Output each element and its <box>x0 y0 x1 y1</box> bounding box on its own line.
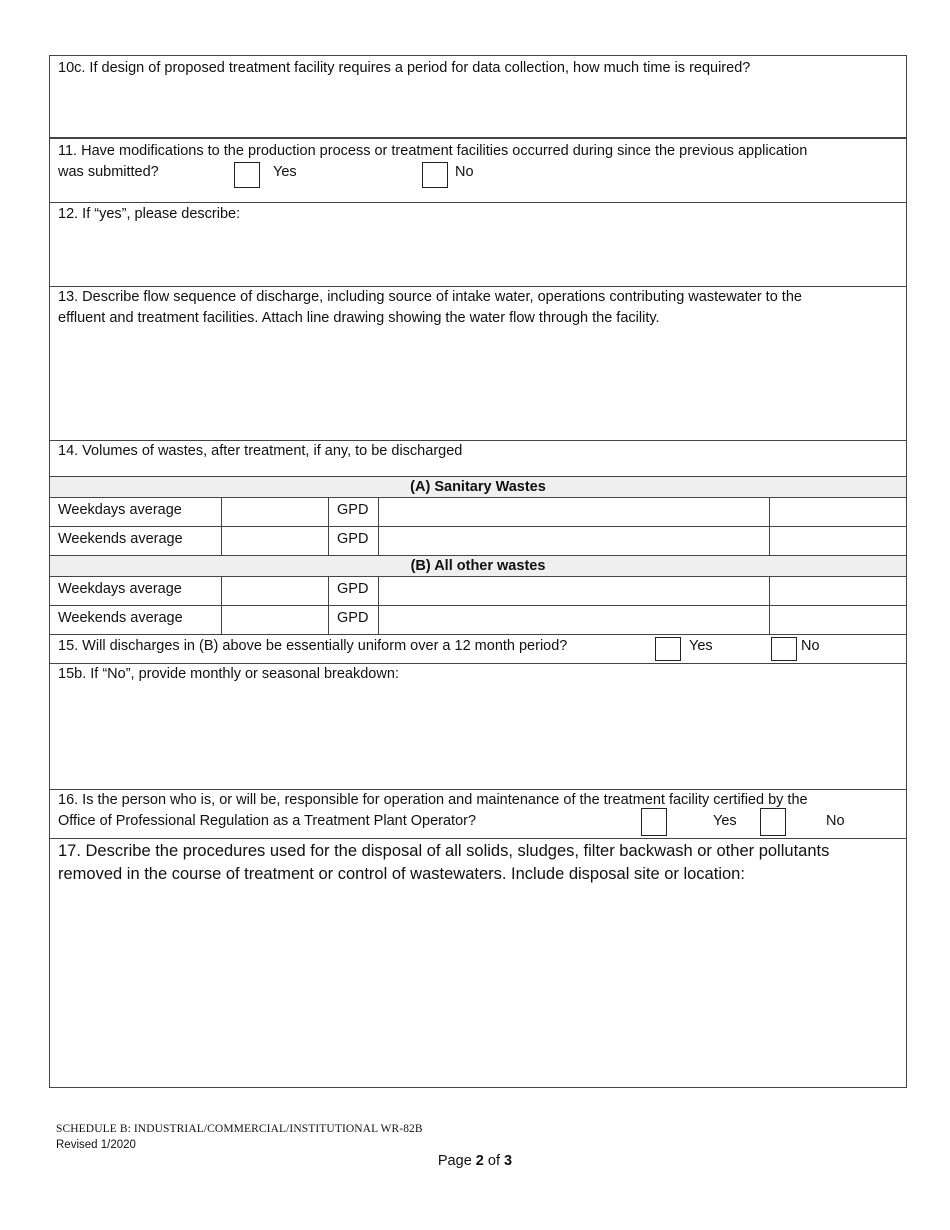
page-prefix: Page <box>437 1153 472 1169</box>
other-weekdays-notes-field[interactable] <box>379 577 768 605</box>
sanitary-wastes-title: (A) Sanitary Wastes <box>410 479 546 495</box>
other-weekdays-label: Weekdays average <box>58 581 182 597</box>
page-current: 2 <box>475 1153 484 1169</box>
q12-row[interactable] <box>50 203 906 287</box>
divider <box>769 606 770 634</box>
sanitary-weekdays-label: Weekdays average <box>58 502 182 518</box>
q17-row[interactable] <box>50 839 906 1089</box>
sanitary-weekdays-unit: GPD <box>337 502 369 518</box>
other-weekdays-unit: GPD <box>337 581 369 597</box>
q11-no-label: No <box>455 164 474 180</box>
q16-yes-label: Yes <box>713 813 737 829</box>
q15-no-checkbox[interactable] <box>771 637 797 661</box>
sanitary-weekends-value-field[interactable] <box>222 527 328 555</box>
q15-no-label: No <box>801 638 820 654</box>
divider <box>328 498 329 526</box>
other-weekends-unit: GPD <box>337 610 369 626</box>
q11-yes-label: Yes <box>273 164 297 180</box>
q10c-label: 10c. If design of proposed treatment facility requires a period for data collection, how much time is required? <box>58 60 751 76</box>
sanitary-weekends-label: Weekends average <box>58 531 183 547</box>
other-weekdays-row <box>50 577 906 606</box>
q16-no-checkbox[interactable] <box>760 808 786 836</box>
application-form <box>49 55 907 1088</box>
page-total: 3 <box>504 1153 513 1169</box>
q16-no-label: No <box>826 813 845 829</box>
other-wastes-header <box>50 556 906 577</box>
q14-label: 14. Volumes of wastes, after treatment, if any, to be discharged <box>58 443 463 459</box>
q17-label-line2: removed in the course of treatment or control of wastewaters. Include disposal site or location: <box>58 865 745 883</box>
q11-no-checkbox[interactable] <box>422 162 448 188</box>
other-weekends-notes-field[interactable] <box>379 606 768 634</box>
q13-row[interactable] <box>50 287 906 441</box>
divider <box>328 606 329 634</box>
q16-label-line2: Office of Professional Regulation as a Treatment Plant Operator? <box>58 813 477 829</box>
q16-yes-checkbox[interactable] <box>641 808 667 836</box>
q15b-row[interactable] <box>50 664 906 790</box>
other-weekends-label: Weekends average <box>58 610 183 626</box>
q15b-label: 15b. If “No”, provide monthly or seasonal breakdown: <box>58 666 399 682</box>
sanitary-weekends-unit: GPD <box>337 531 369 547</box>
sanitary-weekends-row <box>50 527 906 556</box>
sanitary-weekdays-notes-field[interactable] <box>379 498 768 526</box>
page-number <box>0 1153 950 1169</box>
q15-yes-checkbox[interactable] <box>655 637 681 661</box>
q17-label-line1: 17. Describe the procedures used for the disposal of all solids, sludges, filter backwash or other pollutants <box>58 842 830 860</box>
sanitary-wastes-header <box>50 477 906 498</box>
divider <box>769 527 770 555</box>
other-weekends-row <box>50 606 906 635</box>
other-wastes-title: (B) All other wastes <box>410 558 546 574</box>
q10c-row[interactable] <box>50 56 906 139</box>
sanitary-weekdays-row <box>50 498 906 527</box>
q15-label: 15. Will discharges in (B) above be essentially uniform over a 12 month period? <box>58 638 568 654</box>
q15-row <box>50 635 906 664</box>
divider <box>769 577 770 605</box>
q11-row <box>50 139 906 203</box>
schedule-footer: SCHEDULE B: INDUSTRIAL/COMMERCIAL/INSTITUTIONAL WR-82B <box>56 1123 423 1135</box>
divider <box>328 577 329 605</box>
divider <box>769 498 770 526</box>
sanitary-weekends-notes-field[interactable] <box>379 527 768 555</box>
q13-label-line1: 13. Describe flow sequence of discharge, including source of intake water, operations contributing wastewater to the <box>58 289 802 305</box>
q11-yes-checkbox[interactable] <box>234 162 260 188</box>
q12-label: 12. If “yes”, please describe: <box>58 206 241 222</box>
sanitary-weekdays-value-field[interactable] <box>222 498 328 526</box>
q14-row <box>50 441 906 477</box>
other-weekends-value-field[interactable] <box>222 606 328 634</box>
page-of: of <box>487 1153 500 1169</box>
q11-label-line2: was submitted? <box>58 164 159 180</box>
other-weekdays-value-field[interactable] <box>222 577 328 605</box>
revised-footer: Revised 1/2020 <box>56 1139 136 1151</box>
q16-row <box>50 790 906 839</box>
q15-yes-label: Yes <box>689 638 713 654</box>
divider <box>328 527 329 555</box>
q11-label-line1: 11. Have modifications to the production process or treatment facilities occurred during since the previous application <box>58 143 808 159</box>
q16-label-line1: 16. Is the person who is, or will be, responsible for operation and maintenance of the treatment facility certified by the <box>58 792 808 808</box>
q13-label-line2: effluent and treatment facilities. Attach line drawing showing the water flow through the facility. <box>58 310 660 326</box>
